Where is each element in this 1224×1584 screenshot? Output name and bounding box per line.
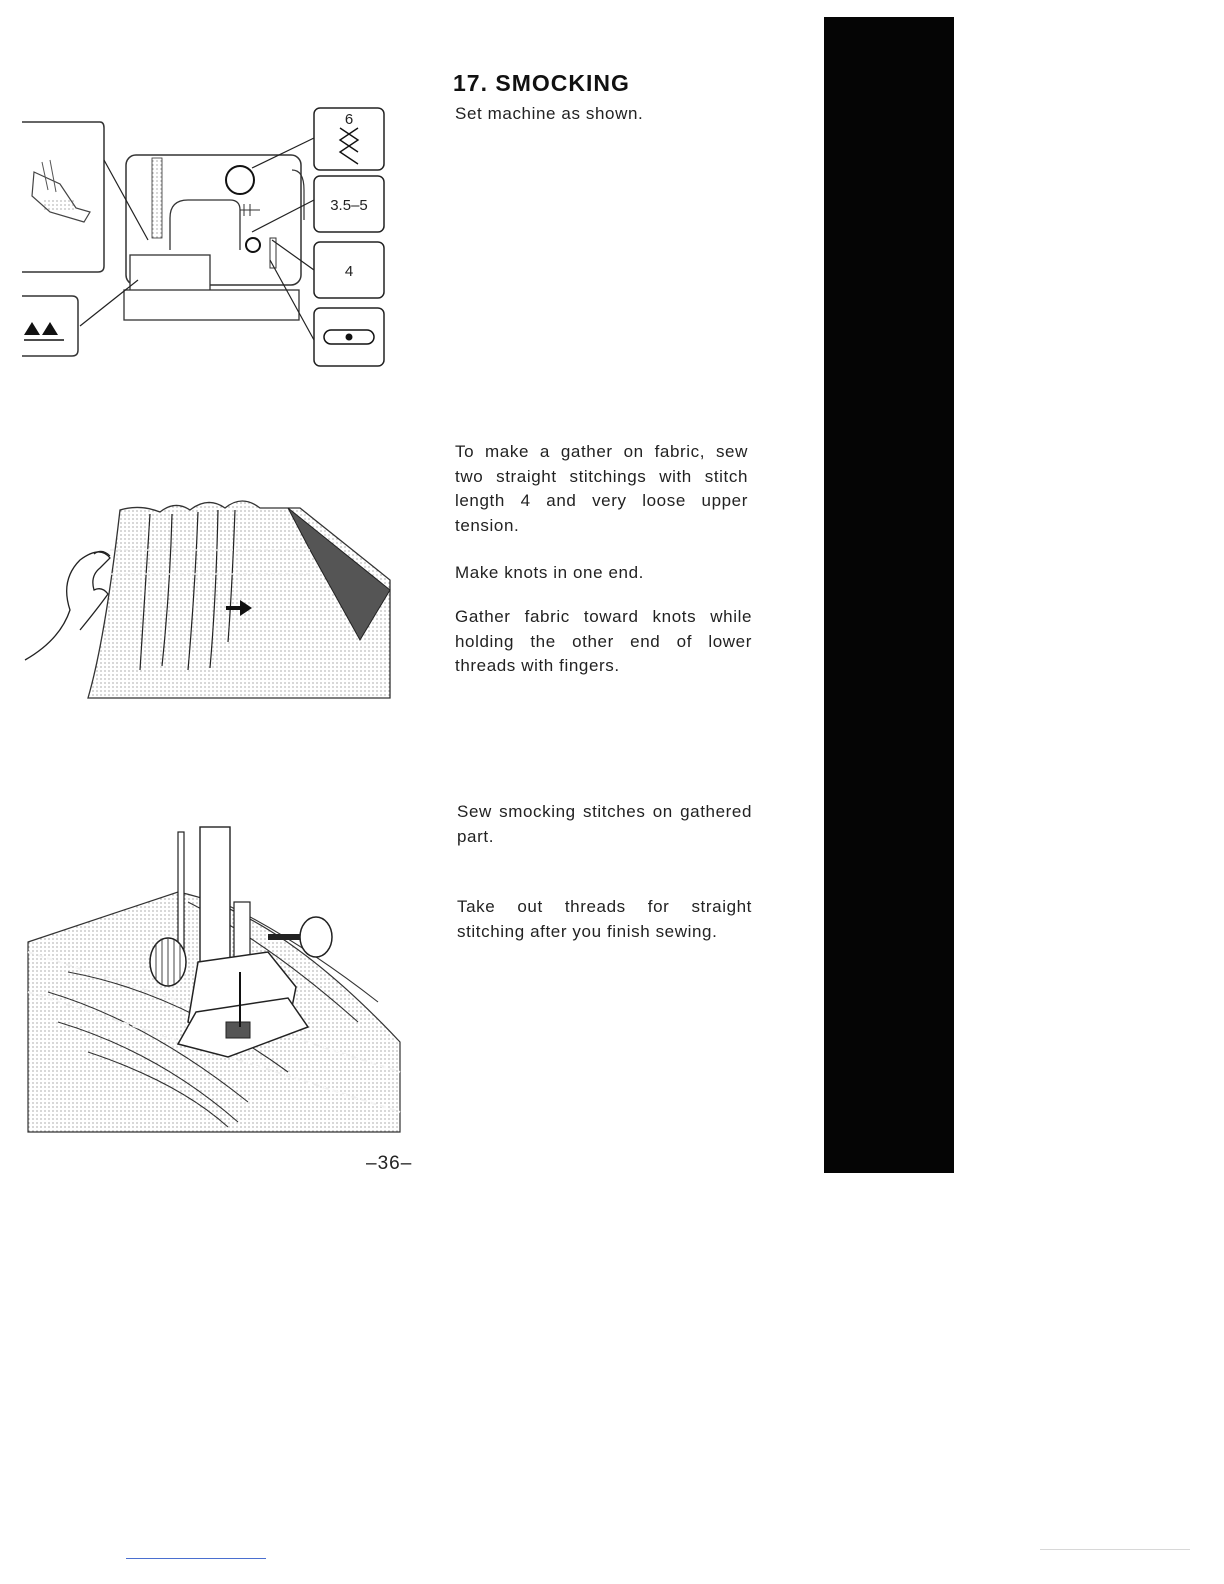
gather-fabric-figure bbox=[20, 490, 400, 705]
step-gather-text: To make a gather on fabric, sew two straight stitchings with stitch length 4 and very loose upper tension. bbox=[455, 442, 748, 535]
step-take-text: Take out threads for straight stitching after you finish sewing. bbox=[457, 897, 752, 941]
intro-text: Set machine as shown. bbox=[455, 104, 644, 123]
stitch-width-value: 3.5–5 bbox=[330, 197, 368, 214]
presser-foot-icon bbox=[22, 122, 104, 272]
step-knots-text: Make knots in one end. bbox=[455, 563, 644, 582]
stitch-pattern-number: 6 bbox=[344, 111, 354, 128]
step-sew-text: Sew smocking stitches on gathered part. bbox=[457, 802, 752, 846]
section-title: 17. SMOCKING bbox=[453, 70, 630, 96]
buttonhole-dot-icon bbox=[314, 308, 384, 366]
smocking-sewing-figure bbox=[28, 822, 400, 1134]
feed-dog-up-icon bbox=[22, 296, 78, 356]
footer-rule bbox=[126, 1558, 266, 1559]
footer-rule-right bbox=[1040, 1549, 1190, 1550]
stitch-length-dial bbox=[314, 242, 384, 298]
sewing-machine-illustration bbox=[124, 155, 304, 320]
stitch-width-dial bbox=[314, 176, 384, 232]
stitch-pattern-dial bbox=[314, 108, 384, 170]
stitch-length-value: 4 bbox=[344, 263, 354, 280]
step-toward-text: Gather fabric toward knots while holding the other end of lower threads with fingers. bbox=[455, 607, 752, 675]
hand-icon bbox=[25, 551, 110, 660]
page-edge-bar bbox=[824, 17, 954, 1173]
machine-settings-figure bbox=[20, 100, 400, 375]
page-number: –36– bbox=[366, 1153, 413, 1174]
